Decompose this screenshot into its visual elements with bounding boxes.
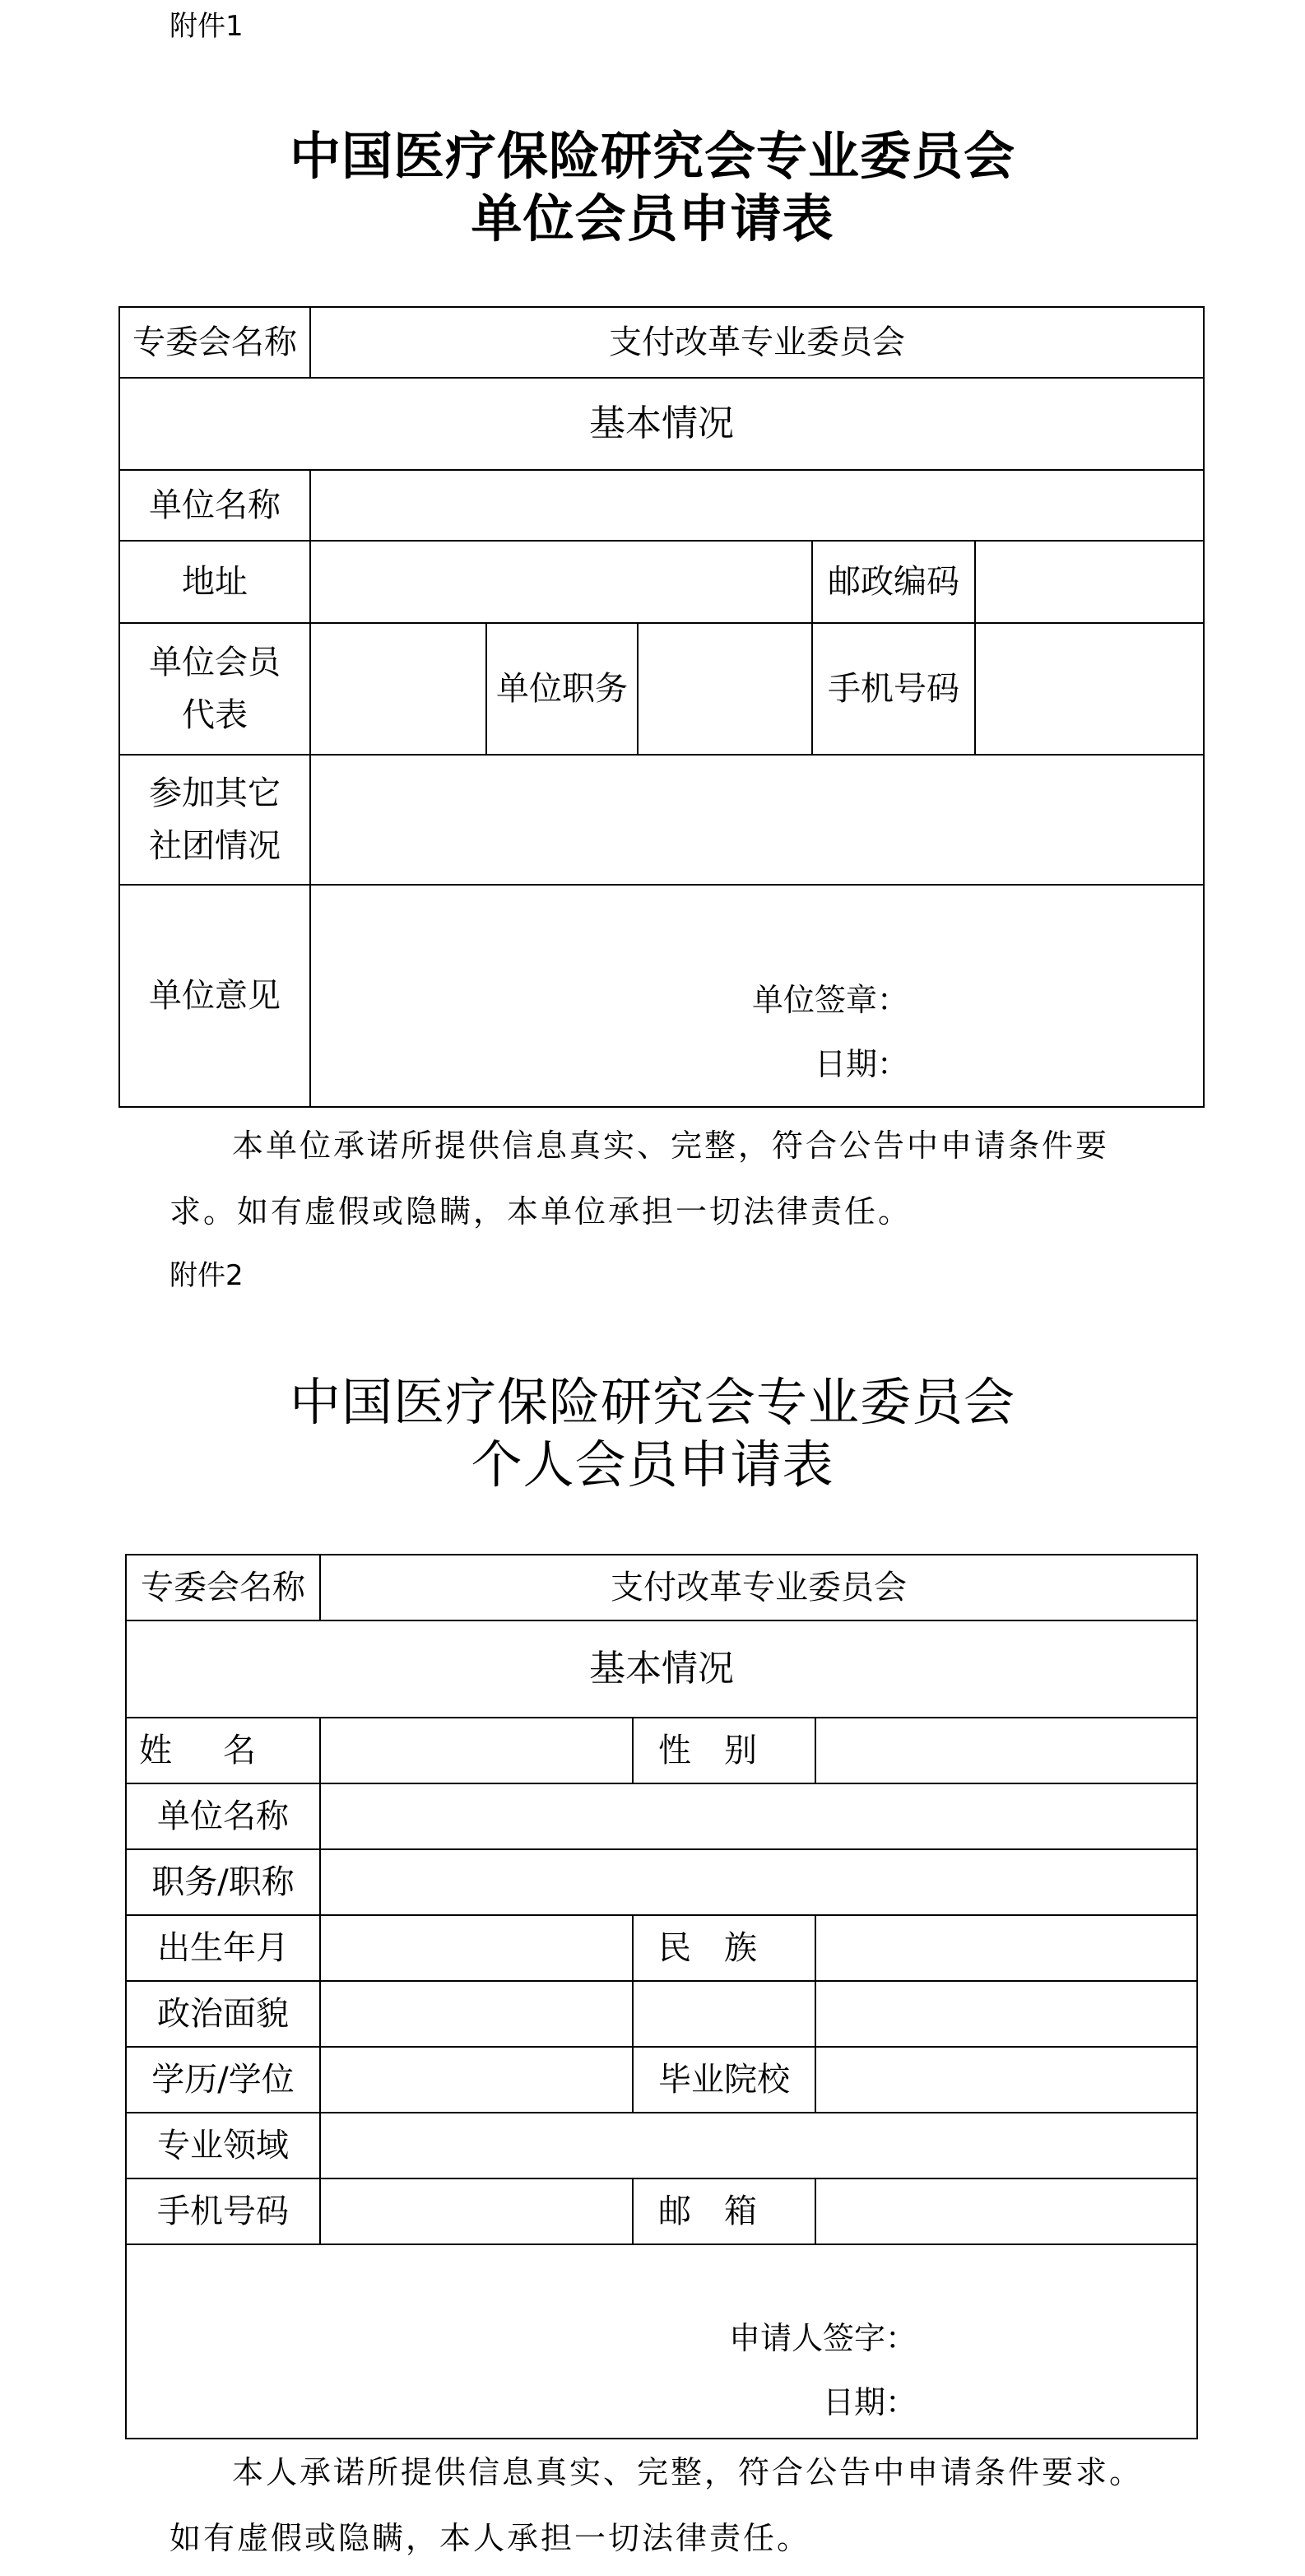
unit-seal-label: 单位签章：: [752, 982, 909, 1018]
gender-label: 性别: [633, 1718, 815, 1783]
committee-name-label-2: 专委会名称: [126, 1555, 320, 1620]
unit-application-table: [118, 306, 1205, 1108]
political-label: 政治面貌: [126, 1981, 320, 2047]
committee-name-value: 支付改革专业委员会: [310, 307, 1204, 378]
unit-position-label: 单位职务: [486, 623, 638, 755]
mobile-field[interactable]: [975, 623, 1204, 755]
gender-field[interactable]: [815, 1718, 1197, 1783]
personal-application-table: [125, 1554, 1198, 2439]
committee-name-value-2: 支付改革专业委员会: [320, 1555, 1197, 1620]
postcode-label: 邮政编码: [812, 541, 975, 623]
personal-statement: 本人承诺所提供信息真实、完整，符合公告中申请条件要求。如有虚假或隐瞒，本人承担一切法律责任。: [170, 2454, 1144, 2556]
form-subtitle: 单位会员申请表: [471, 188, 834, 249]
other-associations-field[interactable]: [310, 755, 1204, 885]
unit-position-field[interactable]: [638, 623, 812, 755]
position-title-label: 职务/职称: [126, 1849, 320, 1915]
attachment-label-2: 附件2: [170, 1259, 244, 1292]
political-extra-field-2[interactable]: [815, 1981, 1197, 2047]
form-title-2: 中国医疗保险研究会专业委员会: [289, 1372, 1015, 1432]
form-title: 中国医疗保险研究会专业委员会: [289, 126, 1015, 186]
ethnicity-label: 民族: [633, 1915, 815, 1981]
applicant-date-label: 日期：: [823, 2384, 917, 2420]
unit-statement: 本单位承诺所提供信息真实、完整，符合公告中申请条件要求。如有虚假或隐瞒，本单位承担一切法律责任。: [170, 1128, 1110, 1230]
section-heading-2: 基本情况: [126, 1620, 1197, 1718]
field-field[interactable]: [320, 2113, 1197, 2178]
mobile-field-2[interactable]: [320, 2178, 633, 2244]
mobile-label: 手机号码: [812, 623, 975, 755]
political-field[interactable]: [320, 1981, 633, 2047]
school-field[interactable]: [815, 2047, 1197, 2113]
attachment-label: 附件1: [170, 10, 244, 43]
position-title-field[interactable]: [320, 1849, 1197, 1915]
applicant-signature-label: 申请人签字：: [729, 2320, 917, 2356]
unit-rep-field[interactable]: [310, 623, 486, 755]
birth-field[interactable]: [320, 1915, 633, 1981]
address-label: 地址: [119, 541, 310, 623]
postcode-field[interactable]: [975, 541, 1204, 623]
name-label: 姓名: [126, 1718, 320, 1783]
field-label: 专业领域: [126, 2113, 320, 2178]
unit-name-field-2[interactable]: [320, 1783, 1197, 1849]
unit-opinion-field[interactable]: [310, 885, 1204, 1107]
email-field[interactable]: [815, 2178, 1197, 2244]
name-field[interactable]: [320, 1718, 633, 1783]
unit-date-label: 日期：: [815, 1046, 909, 1082]
section-heading: 基本情况: [119, 378, 1204, 470]
unit-rep-label: 单位会员 代表: [119, 623, 310, 755]
education-label: 学历/学位: [126, 2047, 320, 2113]
other-associations-label: 参加其它 社团情况: [119, 755, 310, 885]
address-field[interactable]: [310, 541, 812, 623]
unit-opinion-label: 单位意见: [119, 885, 310, 1107]
education-field[interactable]: [320, 2047, 633, 2113]
political-extra-field[interactable]: [633, 1981, 815, 2047]
birth-label: 出生年月: [126, 1915, 320, 1981]
email-label: 邮箱: [633, 2178, 815, 2244]
form-subtitle-2: 个人会员申请表: [471, 1434, 834, 1495]
committee-name-label: 专委会名称: [119, 307, 310, 378]
unit-name-label: 单位名称: [119, 470, 310, 541]
unit-name-field[interactable]: [310, 470, 1204, 541]
mobile-label-2: 手机号码: [126, 2178, 320, 2244]
school-label: 毕业院校: [633, 2047, 815, 2113]
ethnicity-field[interactable]: [815, 1915, 1197, 1981]
signature-area[interactable]: [126, 2244, 1197, 2439]
unit-name-label-2: 单位名称: [126, 1783, 320, 1849]
